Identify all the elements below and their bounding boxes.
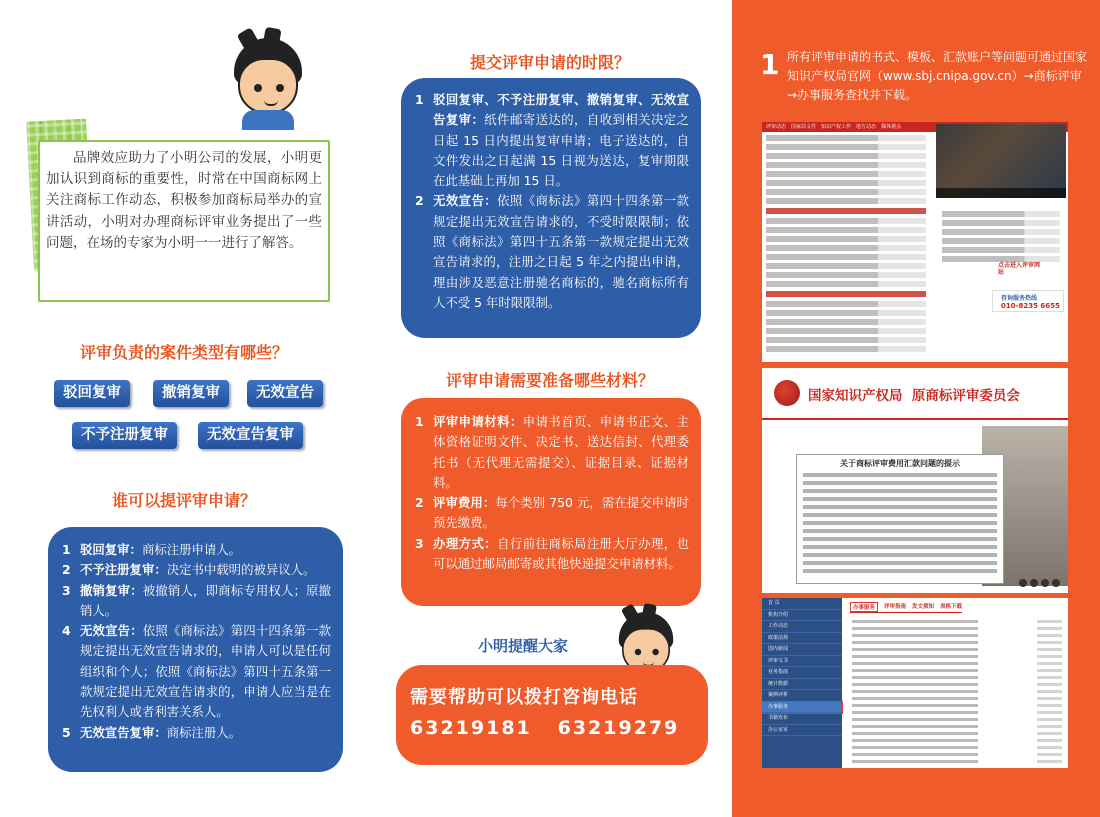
list-item: 3 撤销复审：被撤销人，即商标专用权人；原撤销人。 — [62, 582, 332, 618]
cnipa-logo-icon — [774, 380, 800, 406]
website-screenshot-banner — [762, 368, 1068, 593]
list-item: 5 无效宣告复审：商标注册人。 — [62, 724, 242, 740]
slide-dot — [1019, 579, 1027, 587]
middle-panel — [368, 0, 732, 817]
list-item: 1 驳回复审：商标注册申请人。 — [62, 542, 242, 557]
site-sidebar: 首 页 机构介绍 工作动态 政策法规 国内新闻 评审文书 业务指南 统计数据 案例评析 办事服务 书籍发布 办公室室 — [762, 598, 842, 768]
tag-revoke-review: 撤销复审 — [153, 380, 229, 407]
who-title: 谁可以提评审申请？ — [111, 491, 256, 510]
news-photo — [936, 124, 1066, 198]
materials-card — [401, 398, 701, 606]
case-types-title: 评审负责的案件类型有哪些？ — [79, 343, 288, 362]
list-item: 2 不予注册复审：决定书中载明的被异议人。 — [62, 562, 316, 578]
cartoon-boy-icon — [228, 38, 308, 128]
tag-invalidation-review: 无效宣告复审 — [198, 422, 303, 449]
slide-dot — [1041, 579, 1049, 587]
tag-reject-review: 驳回复审 — [54, 380, 130, 407]
click-note: 点击进入评审网站 — [998, 262, 1041, 276]
phone-title: 需要帮助可以拨打咨询电话 — [410, 687, 638, 708]
hotline-box: 咨询服务热线 010-8235 6655 — [992, 290, 1064, 312]
list-item: 4 无效宣告：依照《商标法》第四十四条第一款规定提出无效宣告请求的，申请人可以是任何组织和个人；依照《商标法》第四十五条第一款规定提出无效宣告请求的，申请人应当是在先权利人或者利害关系人。 — [62, 623, 332, 720]
slide-dot — [1030, 579, 1038, 587]
intro-box — [38, 140, 330, 302]
tag-non-registration-review: 不予注册复审 — [72, 422, 177, 449]
notice-popup: 关于商标评审费用汇款问题的提示 — [796, 454, 1004, 584]
period-title: 提交评审申请的时限？ — [469, 53, 630, 72]
site-title: 国家知识产权局 原商标评审委员会 — [808, 388, 1020, 404]
intro-text: 品牌效应助力了小明公司的发展，小明更加认识到商标的重要性，时常在中国商标网上关注商标工作动态，积极参加商标局举办的宣讲活动，小明对办理商标评审业务提出了一些问题，在场的专家为小明一一进行了解答。 — [46, 150, 322, 251]
step-text: 所有评审申请的书式、模板、汇款账户等问题可通过国家知识产权局官网（www.sbj.cnipa.gov.cn）→商标评审→办事服务查找并下载。 — [787, 50, 1088, 102]
phone-card — [396, 665, 708, 765]
remind-title: 小明提醒大家 — [478, 637, 569, 655]
left-panel — [0, 0, 368, 817]
tag-invalidation: 无效宣告 — [247, 380, 323, 407]
slide-dots — [1019, 579, 1060, 587]
materials-title: 评审申请需要准备哪些材料？ — [445, 371, 654, 390]
phone-numbers: 63219181 63219279 — [410, 717, 680, 739]
list-item: 2 无效宣告：依照《商标法》第四十四条第一款规定提出无效宣告请求的，不受时限限制；依照《商标法》第四十五条第一款规定提出无效宣告请求的，注册之日起 5 年之内提出申请，理由涉及恶意注册驰名商标的，驰名商标所有人不受 5 年时限限制。 — [415, 193, 690, 310]
right-panel — [732, 0, 1100, 817]
list-item: 3 办理方式：自行前往商标局注册大厅办理，也可以通过邮局邮寄或其他快递提交申请材料。 — [415, 535, 690, 572]
step-number: 1 — [760, 48, 780, 81]
service-tabs: 办事服务 评审指南 发文须知 表格下载 — [850, 602, 962, 613]
site-banner — [762, 368, 1068, 420]
list-item: 1 评审申请材料：申请书首页、申请书正文、主体资格证明文件、决定书、送达信封、代理委托书（无代理无需提交）、证据目录、证据材料。 — [415, 414, 690, 490]
list-item: 2 评审费用：每个类别 750 元，需在提交申请时预先缴费。 — [415, 495, 690, 531]
website-screenshot-home — [762, 122, 1068, 362]
period-card — [401, 78, 701, 338]
who-card — [48, 527, 343, 772]
website-screenshot-services — [762, 598, 1068, 768]
site-nav: 评审动态 国家局文件 知识产权工作 地方动态 媒体视点 — [762, 122, 1068, 132]
list-item: 1 驳回复审、不予注册复审、撤销复审、无效宣告复审：纸件邮寄送达的，自收到相关决定之日起 15 日内提出复审申请；电子送达的，自文件发出之日起满 15 日视为送达，复审期限在此基础上再加 15 日。 — [415, 92, 690, 189]
slide-dot — [1052, 579, 1060, 587]
